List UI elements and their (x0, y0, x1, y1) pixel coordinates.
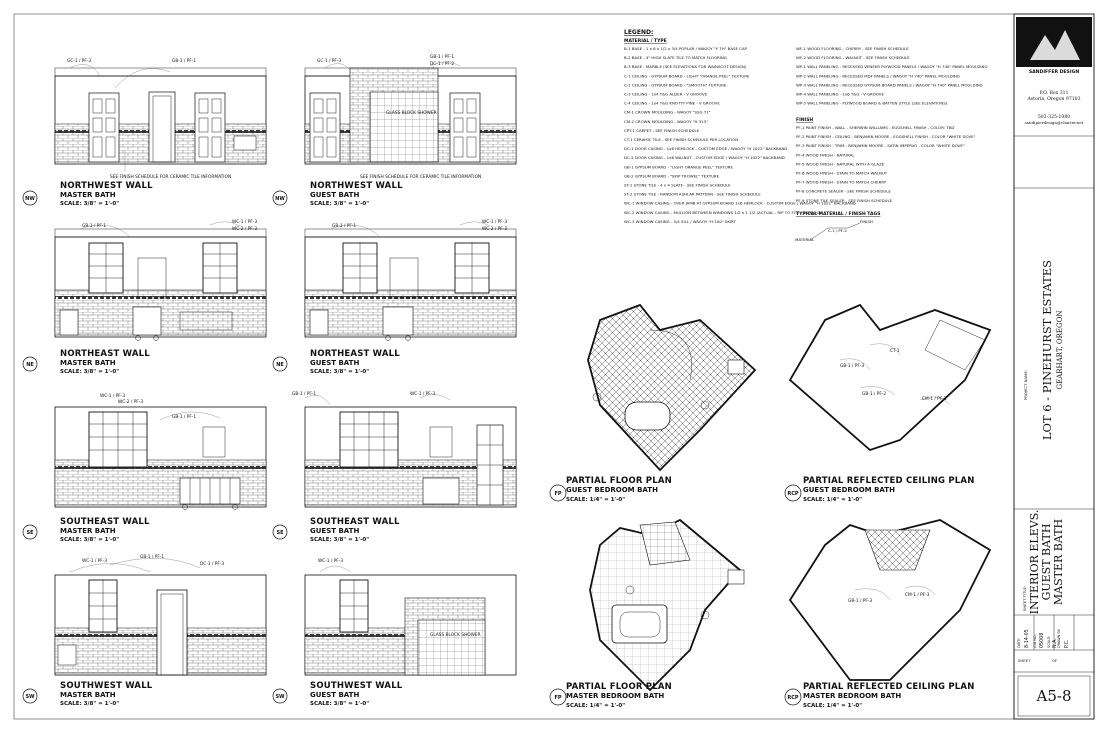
plan-title: PARTIAL REFLECTED CEILING PLAN (803, 682, 975, 692)
callout: DC-1 / PF-3 (200, 562, 225, 567)
label-ne-master (23, 219, 257, 375)
elevation-tag: SE (26, 530, 34, 536)
legend-item: PF-6 WOOD FINISH - STAIN TO MATCH WALNUT (796, 170, 888, 176)
date-value: 8-14-05 (1025, 629, 1030, 648)
legend-item: B-2 BASE - 4" HIGH SLATE TILE TO MATCH FLOORING (624, 55, 727, 61)
drawn-label: DRAWN BY: (1057, 628, 1061, 648)
legend-item: GB-2 GYPSUM BOARD - "SKIP TROWEL" TEXTURE (624, 173, 720, 179)
legend-item: WF-1 WOOD FLOORING - CHERRY - SEE FINISH SCHEDULE (796, 46, 909, 51)
legend-item: C-1 CEILING - GYPSUM BOARD - LIGHT "ORANGE PEEL" TEXTURE (624, 73, 750, 79)
elevation-subtitle: MASTER BATH (60, 691, 116, 699)
legend-item: WP-2 WALL PANELING - RECESSED MDF PANELS / WAGOY "H 740" PANEL MOULDING (796, 73, 960, 79)
elevation-note: SEE FINISH SCHEDULE FOR CERAMIC TILE INFORMATION (360, 175, 482, 180)
job-cell (1033, 633, 1058, 649)
legend-item: DC-1 DOOR CASING - 1x6 HEMLOCK - CUSTOM EDGE / WAGOY "H 1022" BACKBAND (624, 146, 788, 152)
legend-item: WC-1 WINDOW CASING - OVER JAMB AT GYPSUM BOARD 1x6 HEMLOCK - CUSTOM EDGE / WAGOY "H 1022" BACKBAND (624, 200, 856, 206)
elevation-title: NORTHWEST WALL (60, 181, 153, 191)
elevation-scale: SCALE: 3/8" = 1'-0" (60, 369, 120, 375)
plan-scale: SCALE: 1/4" = 1'-0" (566, 703, 626, 709)
legend-item: WC-3 WINDOW CASING - 5/4 SILL / WAGOY "H 100" SKIRT (624, 218, 736, 224)
elevation-title: SOUTHEAST WALL (310, 517, 400, 527)
elevation-title: SOUTHWEST WALL (310, 681, 403, 691)
elevation-scale: SCALE: 3/8" = 1'-0" (310, 369, 370, 375)
plan-tag: RCP (787, 491, 799, 497)
elevation-tag: SW (275, 694, 285, 700)
firm-address-2: Astoria, Oregon 97103 (1027, 97, 1081, 102)
legend-item: GB-1 GYPSUM BOARD - "LIGHT ORANGE PEEL" TEXTURE (624, 164, 733, 170)
label-sw-master (23, 554, 224, 707)
scale-value: N.A. (1053, 638, 1058, 648)
label-ne-guest (273, 219, 507, 375)
sheet-title-label: SHEET TITLE: (1022, 585, 1027, 611)
callout: GB-1 / PF-1 (332, 224, 357, 229)
project-name: LOT 6 - PINEHURST ESTATES (1040, 259, 1054, 441)
elevation-note: SEE FINISH SCHEDULE FOR CERAMIC TILE INFORMATION (110, 175, 232, 180)
elevation-subtitle: GUEST BATH (310, 359, 360, 367)
legend-item: CPT-1 CARPET - SEE FINISH SCHEDULE (624, 127, 700, 133)
legend-typical-finish: FINISH (860, 219, 873, 224)
callout: GB-1 / PF-1 (292, 392, 317, 397)
label-se-guest (273, 391, 435, 543)
date-label: DATE: (1017, 637, 1021, 648)
callout: WC-1 / PF-3 (410, 392, 436, 397)
legend-right-list (796, 46, 987, 106)
callout: WC-2 / PF-3 (482, 227, 508, 232)
elevation-subtitle: MASTER BATH (60, 191, 116, 199)
elevation-scale: SCALE: 3/8" = 1'-0" (310, 201, 370, 207)
elevation-tag: SW (25, 694, 35, 700)
label-fp-guest (550, 476, 672, 503)
elevation-scale: SCALE: 3/8" = 1'-0" (310, 701, 370, 707)
callout: GB-1 / PF-1 (172, 415, 197, 420)
elevation-subtitle: GUEST BATH (310, 527, 360, 535)
legend-item: C-4 CEILING - 1x4 T&G KNOTTY PINE - V GROOVE (624, 100, 720, 106)
legend-item: PF-5 WOOD FINISH - NATURAL WITH A GLAZE (796, 161, 885, 167)
legend-item: C-3 CEILING - 1x4 T&G ALDER - V GROOVE (624, 91, 708, 97)
shower-label: GLASS BLOCK SHOWER (430, 633, 481, 638)
shower-label: GLASS BLOCK SHOWER (386, 111, 437, 116)
legend-item: WP-1 WALL PANELING - RECESSED VENEER PLYWOOD PANELS / WAGOY "H 740" PANEL MOULDING (796, 64, 988, 70)
firm-phone: 503-325-1080 (1037, 115, 1071, 120)
callout: GB-1 / PF-1 (172, 59, 197, 64)
callout: CM-1 / PF-3 (905, 593, 930, 598)
legend-finish-list (796, 125, 976, 203)
legend-item: C-2 CEILING - GYPSUM BOARD - "SMOOTH" TEXTURE (624, 82, 727, 88)
legend-typical-tag: C-1 / PF-2 (828, 228, 847, 233)
callout: GB-1 / PF-1 (430, 55, 455, 60)
callout: GB-1 / PF-1 (82, 224, 107, 229)
elevation-subtitle: GUEST BATH (310, 191, 360, 199)
label-nw-guest (273, 54, 481, 207)
project-label: PROJECT NAME: (1023, 369, 1028, 400)
legend-item: CT-1 CERAMIC TILE - SEE FINISH SCHEDULE PER LOCATION (624, 137, 739, 142)
elevation-tag: NW (275, 196, 285, 202)
callout: WC-1 / PF-3 (100, 394, 126, 399)
label-se-master (23, 393, 196, 543)
legend-item: PF-9 STONE TILE SEALER - SEE FINISH SCHEDULE (796, 197, 893, 203)
label-fp-master (550, 682, 672, 709)
plan-subtitle: GUEST BEDROOM BATH (566, 486, 658, 494)
plan-title: PARTIAL REFLECTED CEILING PLAN (803, 476, 975, 486)
plan-tag: FP (554, 695, 562, 701)
legend-item: PF-3 PAINT FINISH - TRIM - BENJAMIN MOORE - SATIN IMPERVO - COLOR "WHITE DOVE" (796, 143, 965, 149)
callout: GB-1 / PF-1 (140, 555, 165, 560)
callout: DC-1 / PF-2 (430, 62, 455, 67)
callout: WC-2 / PF-3 (232, 227, 258, 232)
sheet-label: SHEET (1018, 658, 1031, 663)
elevation-scale: SCALE: 3/8" = 1'-0" (60, 201, 120, 207)
plan-scale: SCALE: 1/4" = 1'-0" (803, 497, 863, 503)
legend-item: WF-2 WOOD FLOORING - WALNUT - SEE FINISH SCHEDULE (796, 55, 910, 61)
label-sw-guest (273, 558, 481, 707)
sheet-title-block (1022, 510, 1065, 615)
legend-finish-heading: FINISH (796, 118, 814, 123)
elevation-tag: NW (25, 196, 35, 202)
callout: GB-1 / PF-3 (848, 599, 873, 604)
elevation-title: NORTHEAST WALL (60, 349, 150, 359)
elevation-tag: NE (276, 362, 284, 368)
elevation-scale: SCALE: 3/8" = 1'-0" (310, 537, 370, 543)
plan-subtitle: MASTER BEDROOM BATH (566, 692, 665, 700)
elevation-title: SOUTHWEST WALL (60, 681, 153, 691)
callout: CM-1 / PF-3 (922, 397, 947, 402)
legend-item: B-3 BASE - MARBLE (SEE ELEVATIONS FOR WAINSCOT DESIGN) (624, 64, 747, 70)
sheet-number: A5-8 (1036, 687, 1072, 705)
legend-item: WP-3 WALL PANELING - RECESSED GYPSUM BOARD PANELS / WAGOY "H 740" PANEL MOULDING (796, 82, 983, 88)
callout: GB-1 / PF-3 (840, 364, 865, 369)
sheet-title-2: GUEST BATH (1040, 523, 1053, 601)
callout: GB-1 / PF-2 (862, 392, 887, 397)
legend-item: WC-2 WINDOW CASING - MULLION BETWEEN WINDOWS 1/2 x 1 1/2 (ACTUAL - RIP TO FIT) - HEMLOCK (624, 209, 822, 215)
date-cell (1017, 629, 1030, 648)
callout: WC-1 / PF-3 (482, 220, 508, 225)
elevation-scale: SCALE: 3/8" = 1'-0" (60, 537, 120, 543)
legend-materials-heading: MATERIAL / TYPE (624, 39, 667, 44)
plan-tag: RCP (787, 695, 799, 701)
legend-item: PF-4 WOOD FINISH - NATURAL (796, 152, 855, 158)
label-rcp-guest (785, 348, 975, 503)
firm-address-1: P.O. Box 311 (1039, 91, 1069, 96)
job-label: JOB NO: (1033, 634, 1037, 648)
plan-title: PARTIAL FLOOR PLAN (566, 476, 672, 486)
plan-scale: SCALE: 1/4" = 1'-0" (803, 703, 863, 709)
legend-item: PF-7 WOOD FINISH - STAIN TO MATCH CHERRY (796, 179, 887, 185)
scale-label: SCALE: (1047, 635, 1051, 648)
elevation-subtitle: MASTER BATH (60, 359, 116, 367)
plan-subtitle: GUEST BEDROOM BATH (803, 486, 895, 494)
drawn-value: P.C. (1065, 639, 1070, 648)
callout: GC-1 / PF-3 (67, 59, 92, 64)
legend-item: B-1 BASE - 1 x 6 x 1/2 x 3/4 POPLAR / WAGOY "Y 7H" BASE CAP (624, 46, 747, 51)
legend-item: ST-1 STONE TILE - 4 x 4 SLATE - SEE FINISH SCHEDULE (624, 182, 731, 188)
job-value: 05008 (1040, 632, 1045, 648)
elevation-subtitle: GUEST BATH (310, 691, 360, 699)
legend-item: WP-5 WALL PANELING - PLYWOOD BOARD & BATTEN STYLE (SEE ELEVATIONS) (796, 100, 948, 106)
legend-item: CM-1 CROWN MOULDING - WAGOY "SSG 71" (624, 109, 711, 115)
firm-email: sandipierdesign@charter.net (1024, 120, 1084, 125)
project-block (1023, 260, 1064, 440)
callout: WC-2 / PF-3 (118, 400, 144, 405)
plan-subtitle: MASTER BEDROOM BATH (803, 692, 902, 700)
legend-typical-heading: TYPICAL MATERIAL / FINISH TAGS (796, 212, 881, 217)
callout: WC-1 / PF-3 (318, 559, 344, 564)
drawn-cell (1057, 628, 1070, 648)
legend-item: DC-2 DOOR CASING - 1x6 WALNUT - CUSTOM EDGE / WAGOY "H 1022" BACKBAND (624, 155, 785, 161)
plan-title: PARTIAL FLOOR PLAN (566, 682, 672, 692)
legend-item: PF-2 PAINT FINISH - CEILING - BENJAMIN MOORE - EGGSHELL FINISH - COLOR "WHITE DOVE" (796, 134, 976, 140)
elevation-title: SOUTHEAST WALL (60, 517, 150, 527)
legend-title: LEGEND: (624, 29, 654, 36)
plan-tag: FP (554, 491, 562, 497)
legend-item: PF-8 CONCRETE SEALER - SEE FINISH SCHEDULE (796, 188, 891, 194)
label-rcp-master (785, 592, 975, 709)
firm-name: SANDIFFER DESIGN (1028, 70, 1080, 75)
sheet-title-3: MASTER BATH (1052, 518, 1065, 606)
project-location: GEARHART, OREGON (1056, 310, 1064, 390)
legend-typical-material: MATERIAL (795, 237, 815, 242)
callout: WC-1 / PF-3 (232, 220, 258, 225)
label-nw-master (23, 58, 231, 207)
callout: WC-1 / PF-3 (82, 559, 108, 564)
legend-item: ST-2 STONE TILE - RANDOM ASHLAR PATTERN - SEE FINISH SCHEDULE (624, 191, 761, 197)
callout: CT-1 (890, 349, 900, 354)
elevation-tag: NE (26, 362, 34, 368)
plan-scale: SCALE: 1/4" = 1'-0" (566, 497, 626, 503)
legend-item: WP-4 WALL PANELING - 1x6 T&G - V GROOVE (796, 91, 884, 97)
elevation-title: NORTHEAST WALL (310, 349, 400, 359)
callout: GC-1 / PF-3 (317, 59, 342, 64)
elevation-title: NORTHWEST WALL (310, 181, 403, 191)
legend-item: CM-2 CROWN MOULDING - WAGOY "H 313" (624, 118, 708, 124)
elevation-tag: SE (276, 530, 284, 536)
elevation-scale: SCALE: 3/8" = 1'-0" (60, 701, 120, 707)
elevation-subtitle: MASTER BATH (60, 527, 116, 535)
sheet-of: OF (1052, 658, 1058, 663)
sheet-title-1: INTERIOR ELEVS. (1028, 509, 1041, 615)
legend-item: PF-1 PAINT FINISH - WALL - SHERWIN WILLIAMS - EGGSHELL FINISH - COLOR: TBD (796, 125, 955, 130)
